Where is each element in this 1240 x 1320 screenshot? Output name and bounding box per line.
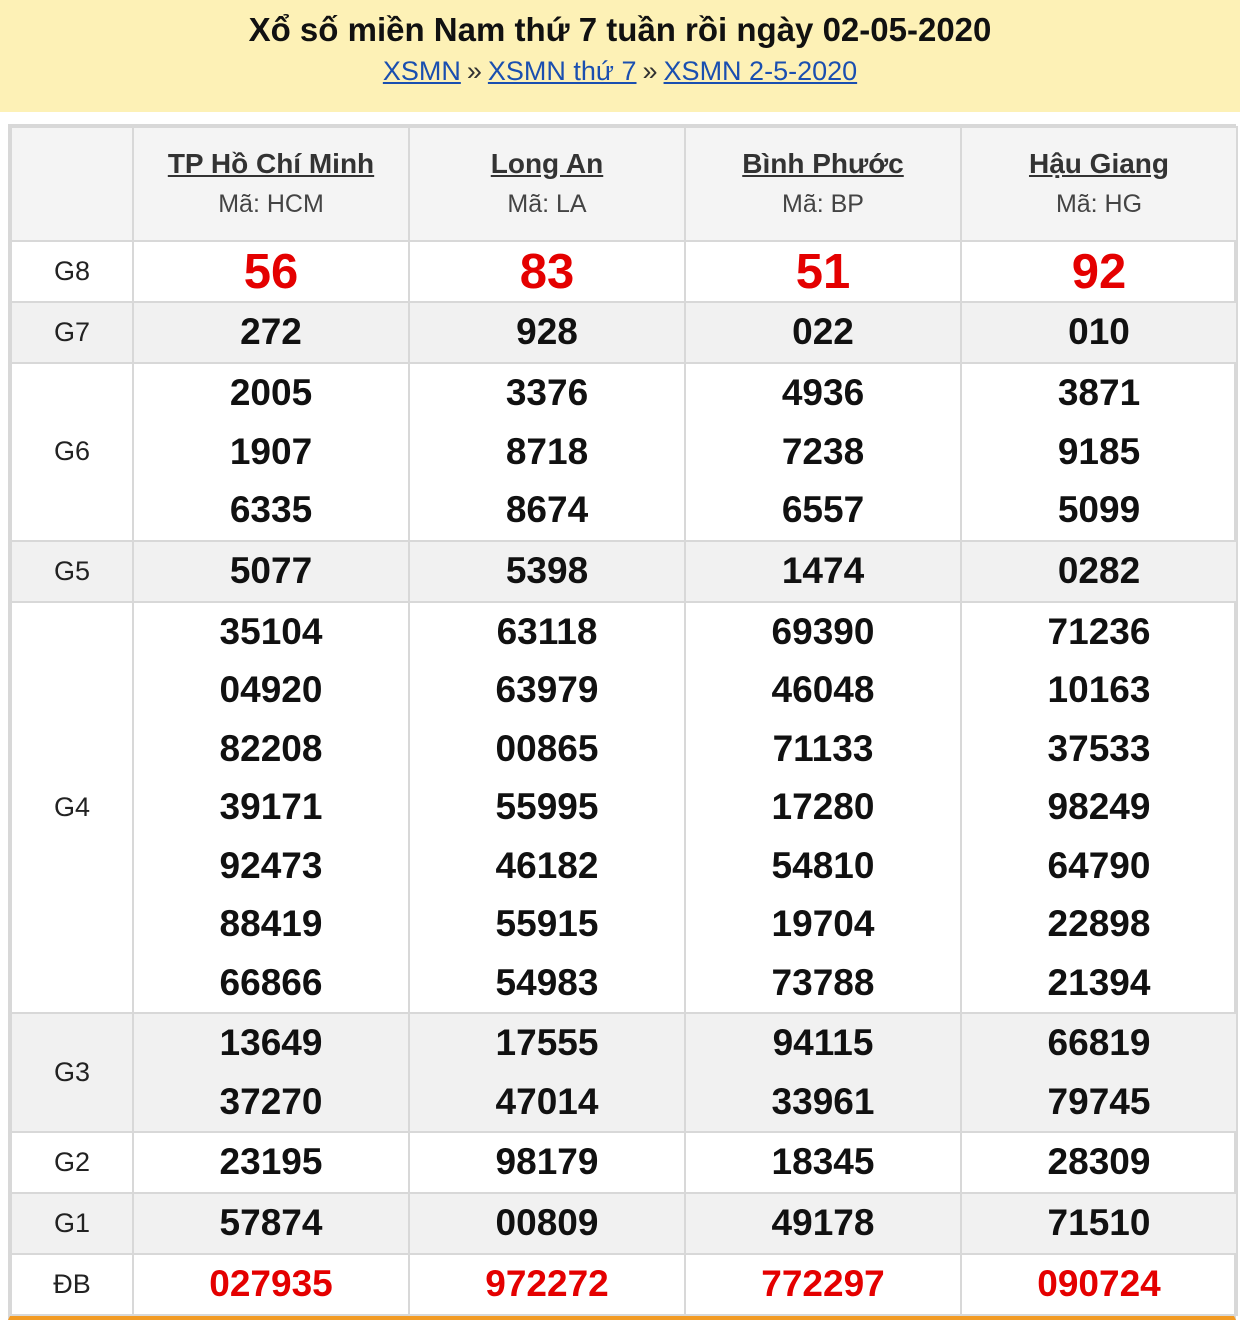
result-number: 21394	[1047, 961, 1151, 1003]
result-number: 6557	[781, 489, 865, 530]
result-number: 71133	[772, 727, 874, 769]
result-number: 1907	[229, 430, 313, 472]
result-number: 1474	[781, 549, 865, 591]
result-number: 71236	[1047, 610, 1151, 652]
result-cell	[685, 1132, 961, 1193]
result-number: 83	[519, 244, 575, 299]
result-number: 3376	[505, 372, 589, 413]
result-number: 272	[240, 311, 302, 353]
header-corner-cell	[11, 127, 133, 241]
breadcrumb-separator: »	[642, 56, 658, 86]
result-cell	[409, 1254, 685, 1315]
result-cell	[409, 1193, 685, 1254]
province-header-row	[11, 127, 1237, 241]
result-cell	[685, 1193, 961, 1254]
result-number: 928	[516, 311, 578, 353]
prize-label: G7	[11, 302, 133, 363]
result-number: 6335	[229, 489, 313, 530]
result-number: 010	[1068, 311, 1130, 353]
result-number: 027935	[209, 1263, 333, 1305]
result-number: 022	[792, 311, 854, 353]
result-number: 54810	[771, 844, 875, 886]
results-table-container	[8, 124, 1236, 1320]
result-number: 37533	[1047, 727, 1151, 769]
province-link[interactable]: Bình Phước	[742, 148, 904, 179]
prize-label: G6	[11, 363, 133, 541]
result-number: 04920	[219, 669, 323, 710]
results-table	[10, 126, 1238, 1316]
prize-row-g4	[11, 602, 1237, 1014]
result-number: 5077	[229, 549, 313, 591]
prize-row-g8	[11, 241, 1237, 302]
result-number: 55915	[495, 903, 599, 944]
province-header-hg	[961, 127, 1237, 241]
result-cell	[961, 1254, 1237, 1315]
province-code: Mã: HCM	[218, 190, 324, 218]
prize-label: G1	[11, 1193, 133, 1254]
result-number: 47014	[495, 1080, 599, 1122]
result-cell	[133, 241, 409, 302]
result-number: 7238	[781, 430, 865, 472]
result-number: 54983	[495, 961, 599, 1003]
result-number: 00809	[495, 1202, 599, 1244]
result-number: 46048	[771, 669, 875, 710]
result-number: 8674	[505, 489, 589, 530]
result-number: 18345	[771, 1141, 875, 1183]
result-number: 69390	[771, 610, 875, 652]
province-header-la	[409, 127, 685, 241]
result-cell	[409, 1132, 685, 1193]
result-cell	[685, 363, 961, 541]
result-number: 972272	[485, 1263, 609, 1305]
result-number: 2005	[229, 372, 313, 413]
result-number: 090724	[1037, 1263, 1161, 1305]
prize-rows	[11, 241, 1237, 1315]
province-link[interactable]: TP Hồ Chí Minh	[167, 148, 375, 179]
result-cell	[961, 541, 1237, 602]
page-title: Xổ số miền Nam thứ 7 tuần rồi ngày 02-05-2020	[248, 11, 992, 48]
result-number: 5398	[505, 549, 589, 591]
result-number: 55995	[495, 786, 599, 827]
result-number: 51	[795, 244, 851, 299]
result-cell	[961, 302, 1237, 363]
result-number: 82208	[219, 727, 323, 769]
result-number: 66866	[219, 961, 323, 1003]
result-number: 28309	[1047, 1141, 1151, 1183]
result-cell	[409, 1013, 685, 1132]
province-link[interactable]: Long An	[490, 148, 604, 179]
result-number: 19704	[771, 903, 875, 944]
result-number: 49178	[771, 1202, 875, 1244]
result-cell	[685, 302, 961, 363]
result-number: 39171	[219, 786, 323, 827]
result-number: 92473	[219, 844, 323, 886]
result-number: 56	[243, 244, 299, 299]
result-number: 73788	[771, 961, 875, 1003]
result-cell	[685, 602, 961, 1014]
prize-row-g1	[11, 1193, 1237, 1254]
breadcrumb-link-xsmn-date[interactable]: XSMN 2-5-2020	[663, 56, 858, 86]
result-number: 88419	[219, 903, 323, 944]
prize-label: G8	[11, 241, 133, 302]
prize-label: G3	[11, 1013, 133, 1132]
result-cell	[133, 1013, 409, 1132]
result-cell	[961, 363, 1237, 541]
result-cell	[133, 363, 409, 541]
result-cell	[961, 1013, 1237, 1132]
breadcrumb-separator: »	[466, 56, 482, 86]
result-number: 772297	[761, 1263, 885, 1305]
page-header	[0, 0, 1240, 112]
result-number: 98249	[1047, 786, 1151, 827]
prize-label: G2	[11, 1132, 133, 1193]
prize-row-g3	[11, 1013, 1237, 1132]
result-cell	[685, 241, 961, 302]
prize-row-đb	[11, 1254, 1237, 1315]
prize-row-g2	[11, 1132, 1237, 1193]
result-number: 22898	[1047, 903, 1151, 944]
result-cell	[409, 241, 685, 302]
province-link[interactable]: Hậu Giang	[1028, 148, 1169, 179]
result-number: 94115	[772, 1022, 874, 1063]
result-cell	[133, 302, 409, 363]
result-cell	[409, 302, 685, 363]
result-cell	[961, 1193, 1237, 1254]
result-number: 9185	[1057, 430, 1141, 472]
result-cell	[133, 1132, 409, 1193]
result-number: 71510	[1047, 1202, 1151, 1244]
result-number: 8718	[505, 430, 589, 472]
prize-row-g5	[11, 541, 1237, 602]
result-number: 23195	[219, 1141, 323, 1183]
province-header-bp	[685, 127, 961, 241]
result-cell	[961, 1132, 1237, 1193]
result-number: 13649	[219, 1022, 323, 1063]
province-code: Mã: LA	[507, 190, 587, 218]
province-code: Mã: HG	[1055, 190, 1143, 218]
breadcrumb-link-xsmn[interactable]: XSMN	[382, 56, 461, 86]
result-cell	[961, 241, 1237, 302]
result-number: 0282	[1057, 549, 1141, 591]
result-number: 63118	[496, 610, 598, 652]
result-cell	[133, 541, 409, 602]
result-cell	[685, 541, 961, 602]
prize-label: ĐB	[11, 1254, 133, 1315]
prize-row-g7	[11, 302, 1237, 363]
result-number: 00865	[495, 727, 599, 769]
result-number: 33961	[771, 1080, 875, 1122]
result-number: 35104	[219, 610, 323, 652]
province-header-hcm	[133, 127, 409, 241]
province-code: Mã: BP	[782, 190, 864, 218]
result-number: 64790	[1047, 844, 1151, 886]
result-number: 17280	[771, 786, 875, 827]
breadcrumb-link-xsmn-thu-7[interactable]: XSMN thứ 7	[487, 56, 637, 86]
result-cell	[685, 1013, 961, 1132]
result-number: 98179	[495, 1141, 599, 1183]
prize-label: G4	[11, 602, 133, 1014]
result-number: 17555	[495, 1022, 599, 1063]
result-cell	[961, 602, 1237, 1014]
result-cell	[133, 1254, 409, 1315]
result-cell	[685, 1254, 961, 1315]
result-cell	[133, 1193, 409, 1254]
result-number: 46182	[495, 844, 599, 886]
result-number: 57874	[219, 1202, 323, 1244]
result-number: 63979	[495, 669, 599, 710]
result-number: 37270	[219, 1080, 323, 1122]
result-number: 66819	[1047, 1022, 1151, 1063]
result-cell	[409, 363, 685, 541]
result-cell	[133, 602, 409, 1014]
result-number: 10163	[1047, 669, 1151, 710]
result-cell	[409, 541, 685, 602]
result-number: 3871	[1057, 372, 1141, 413]
breadcrumb	[0, 51, 1240, 91]
result-number: 4936	[781, 372, 865, 413]
result-cell	[409, 602, 685, 1014]
result-number: 79745	[1047, 1080, 1151, 1122]
result-number: 92	[1071, 244, 1127, 299]
result-number: 5099	[1057, 489, 1141, 530]
prize-row-g6	[11, 363, 1237, 541]
prize-label: G5	[11, 541, 133, 602]
